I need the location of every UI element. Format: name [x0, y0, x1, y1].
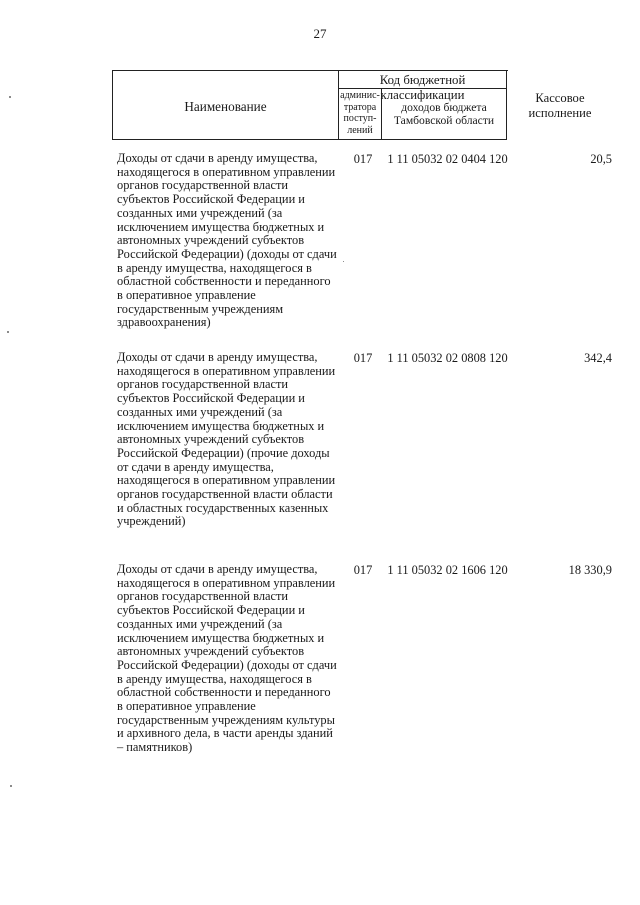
header-name: Наименование [184, 99, 267, 114]
row-name: Доходы от сдачи в аренду имущества, находящегося в оперативном управлении органов государственной власти субъектов Российской Федерации и созданных ими учреждений (за исключением имущества бюджетных и автономных учреждений субъектов Российской Федерации) (доходы от сдачи в аренду имущества, находящегося в областной собственности и переданного в оперативное управление государственным учреждениям здравоохранения) [117, 151, 337, 330]
row-amount: 18 330,9 [568, 563, 612, 577]
row-income-code: 1 11 05032 02 0808 120 [387, 351, 508, 365]
header-execution: Кассовое исполнение [528, 91, 592, 120]
header-top-border-end [507, 70, 508, 71]
row-income-code: 1 11 05032 02 1606 120 [387, 563, 508, 577]
scan-speck [7, 331, 9, 333]
header-income: доходов бюджета Тамбовской области [393, 101, 495, 127]
page-number: 27 [313, 26, 327, 41]
header-top-border [112, 70, 507, 71]
row-admin-code: 017 [353, 152, 373, 166]
row-amount: 342,4 [584, 351, 612, 365]
header-administrator: админис- тратора поступ- лений [340, 90, 380, 136]
row-name: Доходы от сдачи в аренду имущества, находящегося в оперативном управлении органов государственной власти субъектов Российской Федерации и созданных ими учреждений (за исключением имущества бюджетных и автономных учреждений субъектов Российской Федерации) (доходы от сдачи в аренду имущества, находящегося в областной собственности и переданного в оперативное управление государственным учреждениям культуры и архивного дела, в части аренды зданий – памятников) [117, 562, 337, 755]
scan-speck [10, 785, 12, 787]
row-amount: 20,5 [590, 152, 612, 166]
scan-speck [9, 96, 11, 98]
header-code-right-border [506, 70, 507, 140]
header-code-group: Код бюджетной классификации [379, 73, 466, 102]
scan-speck [343, 261, 344, 262]
row-income-code: 1 11 05032 02 0404 120 [387, 152, 508, 166]
row-admin-code: 017 [353, 351, 373, 365]
row-admin-code: 017 [353, 563, 373, 577]
header-bottom-border [112, 139, 507, 140]
row-name: Доходы от сдачи в аренду имущества, находящегося в оперативном управлении органов государственной власти субъектов Российской Федерации и созданных ими учреждений (за исключением имущества бюджетных и автономных учреждений субъектов Российской Федерации) (прочие доходы от сдачи в аренду имущества, находящегося в оперативном управлении органов государственной власти области и областных государственных казенных учреждений) [117, 350, 336, 529]
